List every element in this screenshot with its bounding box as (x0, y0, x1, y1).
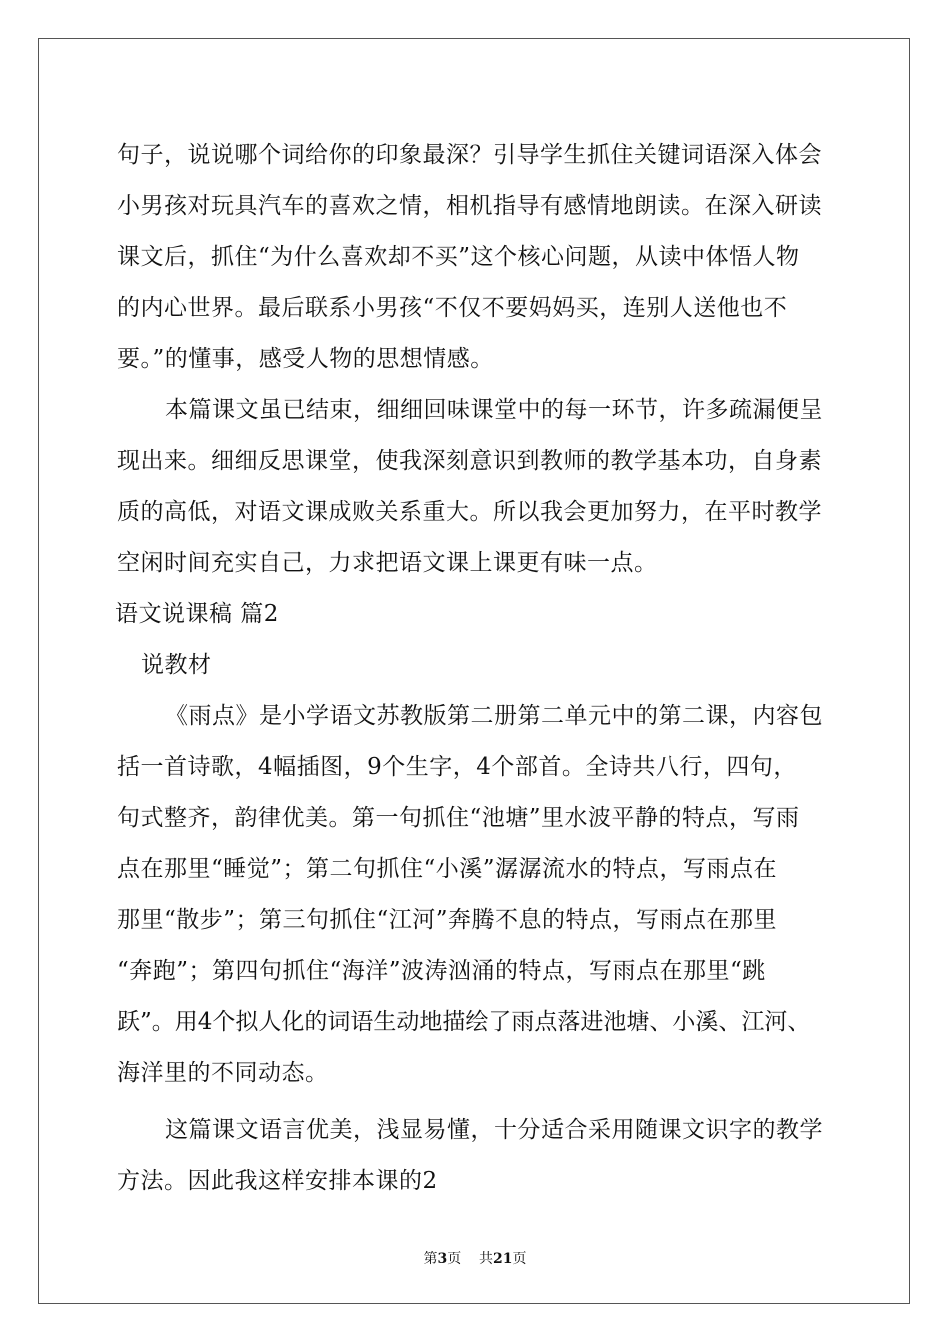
text-line: 句式整齐，韵律优美。第一句抓住“池塘”里水波平静的特点，写雨 (117, 805, 800, 831)
text-line: 句子，说说哪个词给你的印象最深？引导学生抓住关键词语深入体会 (117, 142, 822, 168)
total-suffix: 页 (512, 1251, 527, 1267)
document-body (117, 130, 832, 1207)
text-line: “奔跑”；第四句抓住“海洋”波涛汹涌的特点，写雨点在那里“跳 (117, 958, 766, 984)
total-prefix: 共 (479, 1251, 494, 1267)
text-line: 要。”的懂事，感受人物的思想情感。 (117, 346, 494, 372)
text-line: 本篇课文虽已结束，细细回味课堂中的每一环节，许多疏漏便呈 (165, 397, 823, 423)
text-line: 这篇课文语言优美，浅显易懂，十分适合采用随课文识字的教学 (165, 1117, 823, 1143)
text-line: 课文后，抓住“为什么喜欢却不买”这个核心问题，从读中体悟人物 (117, 244, 800, 270)
text-line: 那里“散步”；第三句抓住“江河”奔腾不息的特点，写雨点在那里 (117, 907, 778, 933)
text-line: 小男孩对玩具汽车的喜欢之情，相机指导有感情地朗读。在深入研读 (117, 193, 822, 219)
page-prefix: 第 (423, 1251, 438, 1267)
text-line: 空闲时间充实自己，力求把语文课上课更有味一点。 (117, 550, 658, 576)
total-pages: 21 (493, 1251, 513, 1267)
subsection-heading: 说教材 (141, 652, 212, 678)
text-line: 方法。因此我这样安排本课的2 (117, 1168, 438, 1194)
page-number: 3 (437, 1251, 448, 1267)
text-line: 现出来。细细反思课堂，使我深刻意识到教师的教学基本功，自身素 (117, 448, 822, 474)
text-line: 质的高低，对语文课成败关系重大。所以我会更加努力，在平时教学 (117, 499, 822, 525)
text-line: 括一首诗歌，4幅插图，9个生字，4个部首。全诗共八行，四句， (117, 754, 797, 780)
text-line: 的内心世界。最后联系小男孩“不仅不要妈妈买，连别人送他也不 (117, 295, 788, 321)
text-line: 海洋里的不同动态。 (117, 1060, 329, 1086)
page-suffix: 页 (447, 1251, 462, 1267)
text-line: 跃”。用4个拟人化的词语生动地描绘了雨点落进池塘、小溪、江河、 (117, 1009, 811, 1035)
section-heading: 语文说课稿 篇2 (115, 601, 279, 627)
text-line: 点在那里“睡觉”；第二句抓住“小溪”潺潺流水的特点，写雨点在 (117, 856, 778, 882)
text-line: 《雨点》是小学语文苏教版第二册第二单元中的第二课，内容包 (165, 703, 823, 729)
page-footer (0, 1248, 950, 1268)
